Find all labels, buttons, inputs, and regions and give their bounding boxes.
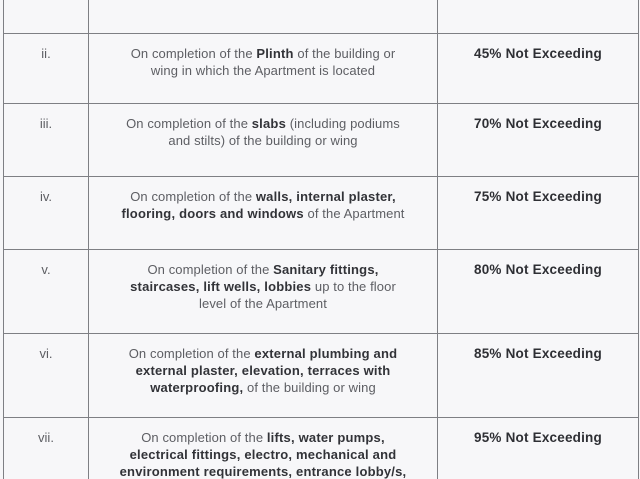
milestone-text: On completion of the xyxy=(130,189,256,204)
row-percentage-cap xyxy=(438,0,639,34)
milestone-bold-text: Plinth xyxy=(256,46,294,61)
milestone-bold-text: external plumbing and xyxy=(254,346,398,361)
row-percentage-cap: 70% Not Exceeding xyxy=(438,104,639,177)
row-milestone-description xyxy=(89,250,438,334)
row-milestone-description xyxy=(89,104,438,177)
table-row xyxy=(4,334,639,418)
table-row xyxy=(4,418,639,479)
milestone-text: level of the Apartment xyxy=(199,296,327,311)
milestone-text: wing in which the Apartment is located xyxy=(150,63,376,78)
row-milestone-description xyxy=(89,177,438,250)
table-row xyxy=(4,0,639,34)
milestone-text: On completion of the xyxy=(128,346,255,361)
milestone-bold-text: slabs xyxy=(251,116,286,131)
milestone-text: On completion of the xyxy=(126,116,252,131)
milestone-text: and stilts) of the building or wing xyxy=(168,133,358,148)
row-serial xyxy=(4,0,89,34)
row-serial: vi. xyxy=(4,334,89,418)
milestone-text: of the Apartment xyxy=(303,206,405,221)
milestone-bold-text: electrical fittings, electro, mechanical and xyxy=(129,447,397,462)
row-milestone-description xyxy=(89,418,438,479)
row-percentage-cap: 85% Not Exceeding xyxy=(438,334,639,418)
milestone-bold-text: flooring, doors and windows xyxy=(121,206,304,221)
milestone-text: of the building or xyxy=(293,46,396,61)
milestone-bold-text: external plaster, elevation, terraces with xyxy=(135,363,391,378)
milestone-text: of the building or wing xyxy=(243,380,376,395)
milestone-bold-text: walls, internal plaster, xyxy=(255,189,396,204)
milestone-text: (including podiums xyxy=(286,116,400,131)
milestone-text: On completion of the xyxy=(130,46,257,61)
row-percentage-cap: 95% Not Exceeding xyxy=(438,418,639,479)
milestone-text: up to the floor xyxy=(311,279,396,294)
row-milestone-description xyxy=(89,0,438,34)
table-row xyxy=(4,104,639,177)
milestone-text: On completion of the xyxy=(141,430,267,445)
row-serial: v. xyxy=(4,250,89,334)
milestone-bold-text: Sanitary fittings, xyxy=(273,262,379,277)
row-serial: iv. xyxy=(4,177,89,250)
payment-schedule-table xyxy=(3,0,639,479)
milestone-text: On completion of the xyxy=(147,262,274,277)
milestone-bold-text: lifts, water pumps, xyxy=(266,430,385,445)
row-serial: iii. xyxy=(4,104,89,177)
table-row xyxy=(4,177,639,250)
row-percentage-cap: 75% Not Exceeding xyxy=(438,177,639,250)
row-percentage-cap: 80% Not Exceeding xyxy=(438,250,639,334)
table-row xyxy=(4,34,639,104)
row-serial: ii. xyxy=(4,34,89,104)
milestone-bold-text: staircases, lift wells, lobbies xyxy=(130,279,312,294)
row-serial: vii. xyxy=(4,418,89,479)
table-row xyxy=(4,250,639,334)
milestone-bold-text: waterproofing, xyxy=(150,380,244,395)
row-milestone-description xyxy=(89,34,438,104)
payment-schedule-body xyxy=(4,0,639,479)
row-percentage-cap: 45% Not Exceeding xyxy=(438,34,639,104)
milestone-bold-text: environment requirements, entrance lobby/s, xyxy=(119,464,407,479)
row-milestone-description xyxy=(89,334,438,418)
